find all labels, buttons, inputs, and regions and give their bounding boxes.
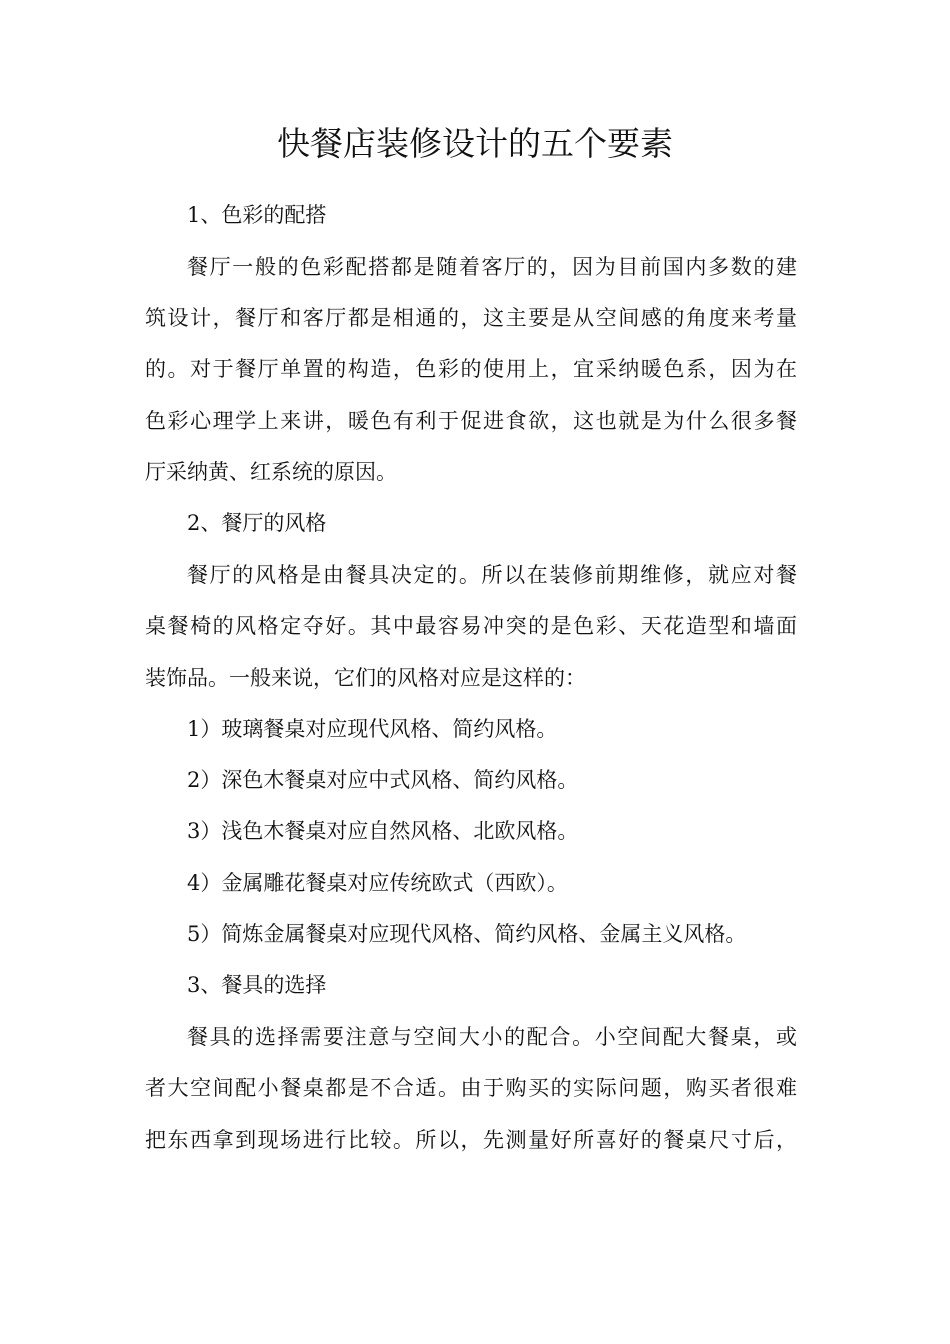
paragraph-line: 者大空间配小餐桌都是不合适。由于购买的实际问题，购买者很难 (145, 1076, 797, 1100)
list-item: 2）深色木餐桌对应中式风格、简约风格。 (187, 768, 579, 792)
list-item: 5）简炼金属餐桌对应现代风格、简约风格、金属主义风格。 (187, 922, 747, 946)
paragraph-line: 餐厅一般的色彩配搭都是随着客厅的，因为目前国内多数的建 (187, 255, 797, 279)
section-heading-style: 2、餐厅的风格 (187, 511, 327, 535)
document-title: 快餐店装修设计的五个要素 (277, 124, 673, 163)
paragraph-line: 餐具的选择需要注意与空间大小的配合。小空间配大餐桌，或 (187, 1025, 797, 1049)
paragraph-line: 色彩心理学上来讲，暖色有利于促进食欲，这也就是为什么很多餐 (145, 409, 797, 433)
list-item: 1）玻璃餐桌对应现代风格、简约风格。 (187, 717, 558, 741)
paragraph-line: 装饰品。一般来说，它们的风格对应是这样的： (145, 666, 586, 690)
paragraph-line: 厅采纳黄、红系统的原因。 (145, 460, 397, 484)
section-heading-tableware: 3、餐具的选择 (187, 973, 327, 997)
paragraph-line: 的。对于餐厅单置的构造，色彩的使用上，宜采纳暖色系，因为在 (145, 357, 797, 381)
paragraph-line: 把东西拿到现场进行比较。所以，先测量好所喜好的餐桌尺寸后， (145, 1128, 797, 1152)
section-heading-color: 1、色彩的配搭 (187, 203, 327, 227)
paragraph-line: 筑设计，餐厅和客厅都是相通的，这主要是从空间感的角度来考量 (145, 306, 797, 330)
list-item: 3）浅色木餐桌对应自然风格、北欧风格。 (187, 819, 579, 843)
paragraph-line: 餐厅的风格是由餐具决定的。所以在装修前期维修，就应对餐 (187, 563, 797, 587)
list-item: 4）金属雕花餐桌对应传统欧式（西欧）。 (187, 871, 568, 895)
paragraph-line: 桌餐椅的风格定夺好。其中最容易冲突的是色彩、天花造型和墙面 (145, 614, 797, 638)
